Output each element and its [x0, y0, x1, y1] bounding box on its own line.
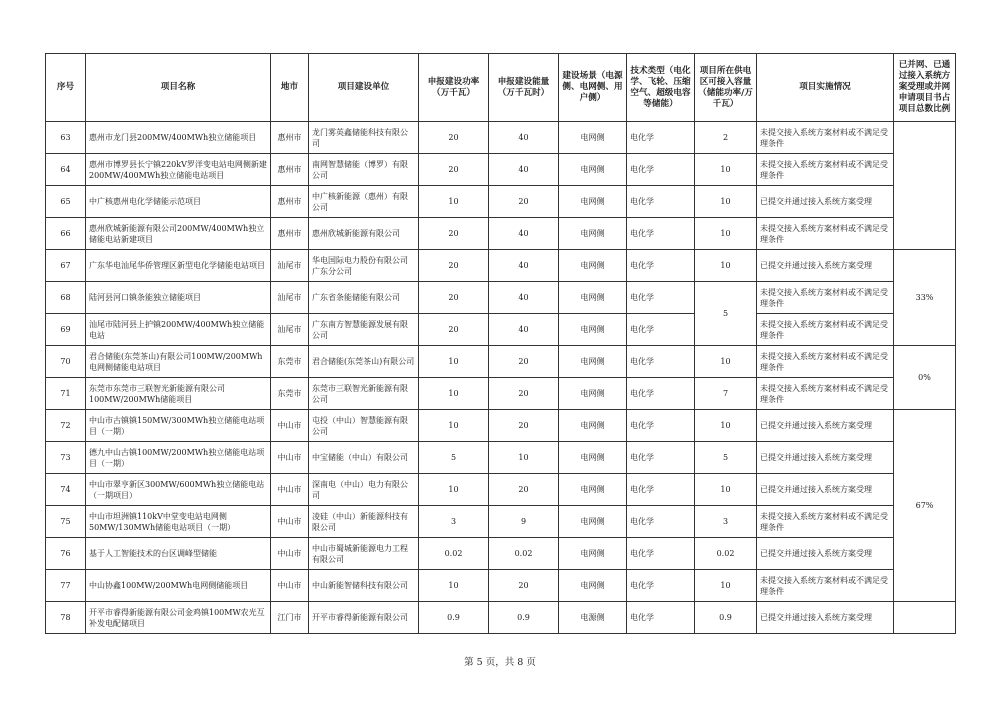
cell-scene: 电网侧 [559, 218, 627, 250]
table-row [46, 250, 956, 282]
cell-seq: 78 [46, 602, 86, 634]
cell-tech: 电化学 [627, 410, 695, 442]
cell-energy: 10 [489, 442, 559, 474]
table-row [46, 410, 956, 442]
cell-tech: 电化学 [627, 218, 695, 250]
header-city: 地市 [271, 54, 309, 122]
cell-energy: 20 [489, 474, 559, 506]
cell-power: 10 [419, 186, 489, 218]
cell-scene: 电网侧 [559, 346, 627, 378]
table-row [46, 186, 956, 218]
cell-energy: 20 [489, 570, 559, 602]
cell-ratio-zhongshan: 67% [894, 410, 956, 602]
cell-scene: 电网侧 [559, 442, 627, 474]
cell-status: 未提交接入系统方案材料或不满足受理条件 [757, 346, 894, 378]
cell-unit: 屯投（中山）智慧能源有限公司 [309, 410, 419, 442]
header-tech: 技术类型（电化学、飞轮、压缩空气、超级电容等储能） [627, 54, 695, 122]
cell-scene: 电源侧 [559, 602, 627, 634]
cell-seq: 68 [46, 282, 86, 314]
cell-city: 汕尾市 [271, 314, 309, 346]
cell-seq: 76 [46, 538, 86, 570]
cell-capacity: 10 [695, 250, 757, 282]
cell-city: 汕尾市 [271, 250, 309, 282]
cell-scene: 电网侧 [559, 538, 627, 570]
cell-capacity: 7 [695, 378, 757, 410]
cell-capacity: 3 [695, 506, 757, 538]
cell-scene: 电网侧 [559, 122, 627, 154]
cell-city: 中山市 [271, 570, 309, 602]
cell-status: 未提交接入系统方案材料或不满足受理条件 [757, 378, 894, 410]
table-header-row [46, 54, 956, 122]
cell-status: 未提交接入系统方案材料或不满足受理条件 [757, 314, 894, 346]
cell-name: 惠州市博罗县长宁镇220kV罗洋变电站电网侧新建200MW/400MWh独立储能电站项目 [86, 154, 271, 186]
cell-scene: 电网侧 [559, 154, 627, 186]
cell-seq: 69 [46, 314, 86, 346]
cell-status: 未提交接入系统方案材料或不满足受理条件 [757, 218, 894, 250]
cell-unit: 广东南方智慧能源发展有限公司 [309, 314, 419, 346]
cell-name: 君合储能(东莞茶山)有限公司100MW/200MWh电网侧储能电站项目 [86, 346, 271, 378]
cell-unit: 中广核新能源（惠州）有限公司 [309, 186, 419, 218]
cell-city: 中山市 [271, 538, 309, 570]
cell-status: 未提交接入系统方案材料或不满足受理条件 [757, 506, 894, 538]
cell-unit: 南网智慧储能（博罗）有限公司 [309, 154, 419, 186]
cell-energy: 20 [489, 186, 559, 218]
cell-power: 20 [419, 250, 489, 282]
cell-energy: 40 [489, 218, 559, 250]
cell-energy: 20 [489, 410, 559, 442]
cell-energy: 20 [489, 346, 559, 378]
cell-name: 中广核惠州电化学储能示范项目 [86, 186, 271, 218]
table-row [46, 570, 956, 602]
cell-status: 已提交并通过接入系统方案受理 [757, 186, 894, 218]
cell-capacity: 5 [695, 442, 757, 474]
cell-seq: 72 [46, 410, 86, 442]
header-status: 项目实施情况 [757, 54, 894, 122]
cell-scene: 电网侧 [559, 314, 627, 346]
cell-ratio-huizhou [894, 122, 956, 250]
header-capacity: 项目所在供电区可接入容量（储能功率/万千瓦） [695, 54, 757, 122]
cell-seq: 66 [46, 218, 86, 250]
cell-energy: 0.9 [489, 602, 559, 634]
cell-tech: 电化学 [627, 122, 695, 154]
cell-power: 0.9 [419, 602, 489, 634]
table-row [46, 154, 956, 186]
cell-capacity: 2 [695, 122, 757, 154]
cell-capacity: 10 [695, 474, 757, 506]
table-row [46, 442, 956, 474]
cell-status: 已提交并通过接入系统方案受理 [757, 442, 894, 474]
cell-energy: 9 [489, 506, 559, 538]
cell-capacity-merged: 5 [695, 282, 757, 346]
cell-status: 未提交接入系统方案材料或不满足受理条件 [757, 570, 894, 602]
cell-status: 未提交接入系统方案材料或不满足受理条件 [757, 122, 894, 154]
cell-tech: 电化学 [627, 314, 695, 346]
cell-capacity: 10 [695, 218, 757, 250]
cell-city: 中山市 [271, 410, 309, 442]
cell-scene: 电网侧 [559, 410, 627, 442]
cell-scene: 电网侧 [559, 282, 627, 314]
cell-city: 惠州市 [271, 186, 309, 218]
cell-scene: 电网侧 [559, 186, 627, 218]
cell-power: 10 [419, 346, 489, 378]
cell-tech: 电化学 [627, 442, 695, 474]
cell-unit: 惠州欣城新能源有限公司 [309, 218, 419, 250]
cell-unit: 深南电（中山）电力有限公司 [309, 474, 419, 506]
cell-name: 中山市坦洲镇110kV中堂变电站电网侧50MW/130MWh储能电站项目（一期） [86, 506, 271, 538]
cell-power: 20 [419, 314, 489, 346]
table-row [46, 538, 956, 570]
header-unit: 项目建设单位 [309, 54, 419, 122]
cell-seq: 73 [46, 442, 86, 474]
cell-energy: 40 [489, 282, 559, 314]
cell-city: 东莞市 [271, 346, 309, 378]
cell-power: 5 [419, 442, 489, 474]
cell-unit: 中山市蜀城新能源电力工程有限公司 [309, 538, 419, 570]
cell-scene: 电网侧 [559, 474, 627, 506]
cell-ratio-dongguan: 0% [894, 346, 956, 410]
cell-seq: 64 [46, 154, 86, 186]
cell-power: 0.02 [419, 538, 489, 570]
cell-tech: 电化学 [627, 282, 695, 314]
cell-tech: 电化学 [627, 506, 695, 538]
cell-city: 惠州市 [271, 218, 309, 250]
cell-power: 10 [419, 410, 489, 442]
cell-city: 汕尾市 [271, 282, 309, 314]
table-row [46, 346, 956, 378]
cell-capacity: 10 [695, 346, 757, 378]
cell-tech: 电化学 [627, 538, 695, 570]
cell-tech: 电化学 [627, 602, 695, 634]
cell-ratio-shanwei: 33% [894, 250, 956, 346]
table-row [46, 122, 956, 154]
cell-name: 中山市翠亨新区300MW/600MWh独立储能电站（一期项目） [86, 474, 271, 506]
header-power: 申报建设功率 （万千瓦） [419, 54, 489, 122]
cell-power: 10 [419, 570, 489, 602]
cell-power: 3 [419, 506, 489, 538]
cell-status: 已提交并通过接入系统方案受理 [757, 538, 894, 570]
header-ratio: 已并网、已通过接入系统方案受理或并网申请项目书占项目总数比例 [894, 54, 956, 122]
cell-unit: 中宝储能（中山）有限公司 [309, 442, 419, 474]
cell-name: 惠州市龙门县200MW/400MWh独立储能项目 [86, 122, 271, 154]
cell-city: 中山市 [271, 474, 309, 506]
cell-energy: 40 [489, 122, 559, 154]
cell-status: 未提交接入系统方案材料或不满足受理条件 [757, 154, 894, 186]
header-name: 项目名称 [86, 54, 271, 122]
cell-status: 已提交并通过接入系统方案受理 [757, 474, 894, 506]
cell-unit: 君合储能(东莞茶山)有限公司 [309, 346, 419, 378]
cell-city: 东莞市 [271, 378, 309, 410]
cell-name: 惠州欣城新能源有限公司200MW/400MWh独立储能电站新建项目 [86, 218, 271, 250]
cell-city: 江门市 [271, 602, 309, 634]
cell-city: 中山市 [271, 442, 309, 474]
table-row [46, 378, 956, 410]
cell-seq: 75 [46, 506, 86, 538]
cell-tech: 电化学 [627, 570, 695, 602]
cell-energy: 40 [489, 314, 559, 346]
cell-city: 中山市 [271, 506, 309, 538]
cell-energy: 20 [489, 378, 559, 410]
cell-unit: 开平市睿得新能源有限公司 [309, 602, 419, 634]
cell-tech: 电化学 [627, 250, 695, 282]
cell-capacity: 10 [695, 186, 757, 218]
cell-energy: 40 [489, 250, 559, 282]
cell-status: 未提交接入系统方案材料或不满足受理条件 [757, 282, 894, 314]
header-seq: 序号 [46, 54, 86, 122]
cell-unit: 华电国际电力股份有限公司广东分公司 [309, 250, 419, 282]
cell-unit: 凌硅（中山）新能源科技有限公司 [309, 506, 419, 538]
header-scene: 建设场景（电源侧、电网侧、用户侧） [559, 54, 627, 122]
cell-tech: 电化学 [627, 154, 695, 186]
cell-seq: 63 [46, 122, 86, 154]
cell-tech: 电化学 [627, 378, 695, 410]
cell-capacity: 10 [695, 410, 757, 442]
cell-power: 10 [419, 378, 489, 410]
cell-status: 已提交并通过接入系统方案受理 [757, 602, 894, 634]
cell-tech: 电化学 [627, 346, 695, 378]
cell-scene: 电网侧 [559, 506, 627, 538]
cell-seq: 65 [46, 186, 86, 218]
cell-seq: 77 [46, 570, 86, 602]
cell-power: 10 [419, 474, 489, 506]
cell-unit: 东莞市三联智光新能源有限公司 [309, 378, 419, 410]
cell-power: 20 [419, 218, 489, 250]
cell-seq: 70 [46, 346, 86, 378]
cell-name: 中山市古镇镇150MW/300MWh独立储能电站项目（一期） [86, 410, 271, 442]
page-footer: 第 5 页，共 8 页 [464, 657, 536, 668]
cell-power: 20 [419, 154, 489, 186]
cell-city: 惠州市 [271, 154, 309, 186]
header-energy: 申报建设能量 （万千瓦时） [489, 54, 559, 122]
cell-energy: 0.02 [489, 538, 559, 570]
cell-name: 开平市睿得新能源有限公司金鸡镇100MW农光互补发电配储项目 [86, 602, 271, 634]
cell-name: 东莞市东莞市三联智光新能源有限公司100MW/200MWh储能项目 [86, 378, 271, 410]
cell-tech: 电化学 [627, 474, 695, 506]
cell-ratio-jiangmen [894, 602, 956, 634]
cell-energy: 40 [489, 154, 559, 186]
cell-name: 中山协鑫100MW/200MWh电网侧储能项目 [86, 570, 271, 602]
cell-name: 德九中山古镇100MW/200MWh独立储能电站项目（一期） [86, 442, 271, 474]
cell-tech: 电化学 [627, 186, 695, 218]
cell-unit: 中山新能智储科技有限公司 [309, 570, 419, 602]
project-table [45, 53, 956, 634]
table-row [46, 218, 956, 250]
cell-name: 基于人工智能技术的台区调峰型储能 [86, 538, 271, 570]
cell-unit: 广东省条能储能有限公司 [309, 282, 419, 314]
cell-power: 20 [419, 122, 489, 154]
cell-seq: 67 [46, 250, 86, 282]
table-row [46, 314, 956, 346]
cell-name: 陆河县河口镇条能独立储能项目 [86, 282, 271, 314]
cell-status: 已提交并通过接入系统方案受理 [757, 410, 894, 442]
cell-seq: 71 [46, 378, 86, 410]
cell-capacity: 0.02 [695, 538, 757, 570]
cell-unit: 龙门雾英鑫储能科技有限公司 [309, 122, 419, 154]
cell-capacity: 10 [695, 570, 757, 602]
table-row [46, 506, 956, 538]
cell-scene: 电网侧 [559, 378, 627, 410]
cell-name: 汕尾市陆河县上护镇200MW/400MWh独立储能电站 [86, 314, 271, 346]
cell-capacity: 10 [695, 154, 757, 186]
cell-scene: 电网侧 [559, 570, 627, 602]
cell-seq: 74 [46, 474, 86, 506]
table-row [46, 474, 956, 506]
cell-status: 已提交并通过接入系统方案受理 [757, 250, 894, 282]
cell-power: 20 [419, 282, 489, 314]
cell-name: 广东华电汕尾华侨管理区新型电化学储能电站项目 [86, 250, 271, 282]
cell-scene: 电网侧 [559, 250, 627, 282]
table-row [46, 602, 956, 634]
cell-capacity: 0.9 [695, 602, 757, 634]
cell-city: 惠州市 [271, 122, 309, 154]
table-row [46, 282, 956, 314]
